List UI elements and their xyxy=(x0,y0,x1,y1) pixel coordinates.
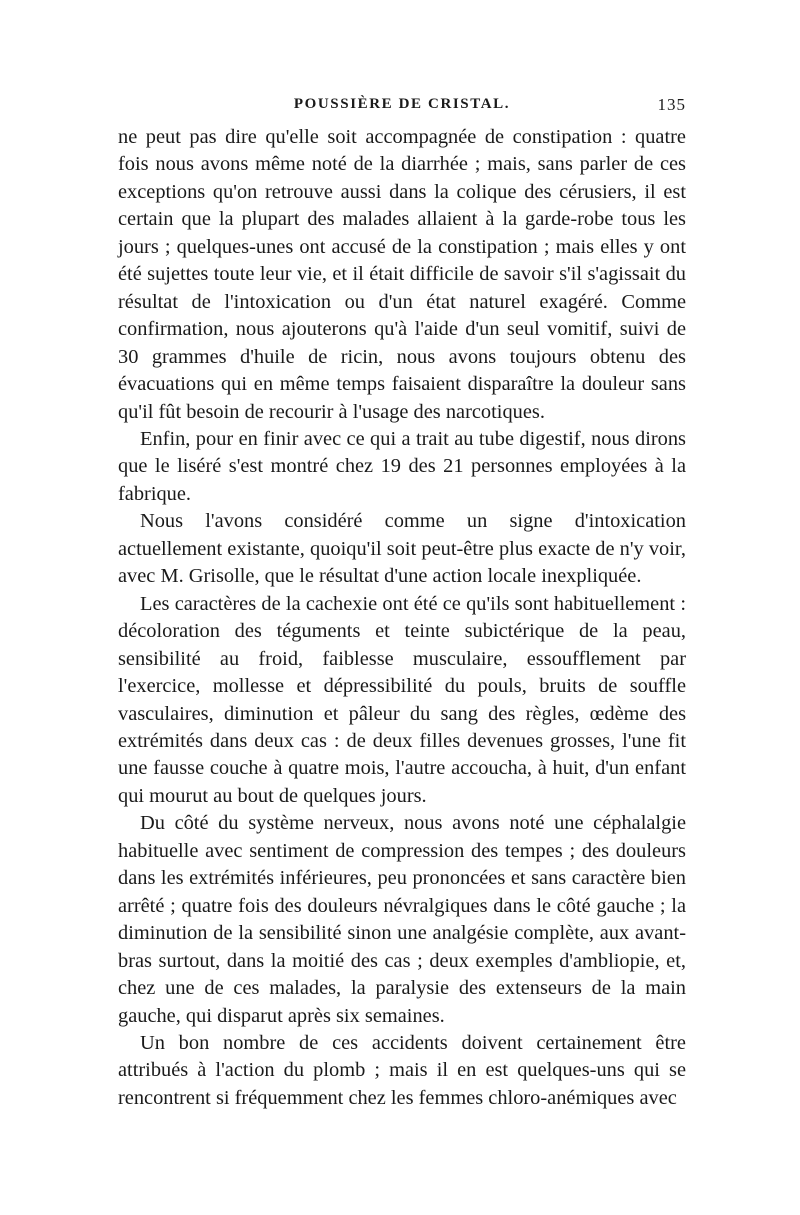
running-head: POUSSIÈRE DE CRISTAL. xyxy=(293,96,511,112)
paragraph-nervous-system: Du côté du système nerveux, nous avons noté une céphalalgie habituelle avec sentiment de compression des tempes ; des douleurs dans les extrémités inférieures, peu prononcées et sans caractère bien arrêté ; quatre fois des douleurs névralgiques dans le côté gauche ; la diminution de la sensibilité sinon une analgésie complète, aux avant-bras surtout, dans la moitié des cas ; deux exemples d'ambliopie, et, chez une de ces malades, la paralysie des extenseurs de la main gauche, qui disparut après six semaines. xyxy=(118,812,686,1027)
paragraph-continuation: ne peut pas dire qu'elle soit accompagnée de constipation : quatre fois nous avons même noté de la diarrhée ; mais, sans parler de ces exceptions qu'on retrouve aussi dans la colique des cérusiers, il est certain que la plupart des malades allaient à la garde-robe tous les jours ; quelques-unes ont accusé de la constipation ; mais elles y ont été sujettes toute leur vie, et il était difficile de savoir s'il s'agissait du résultat de l'intoxication ou d'un état naturel exagéré. Comme confirmation, nous ajouterons qu'à l'aide d'un seul vomitif, suivi de 30 grammes d'huile de ricin, nous avons toujours obtenu des évacuations qui en même temps faisaient disparaître la douleur sans qu'il fût besoin de recourir à l'usage des narcotiques. xyxy=(118,126,686,423)
page-header xyxy=(118,96,686,120)
body-text xyxy=(118,124,686,1112)
paragraph-digestive-tube: Enfin, pour en finir avec ce qui a trait au tube digestif, nous dirons que le liséré s'est montré chez 19 des 21 personnes employées à la fabrique. xyxy=(118,427,686,505)
book-page xyxy=(118,96,686,1112)
paragraph-intoxication-sign: Nous l'avons considéré comme un signe d'intoxication actuellement existante, quoiqu'il soit peut-être plus exacte de n'y voir, avec M. Grisolle, que le résultat d'une action locale inexpliquée. xyxy=(118,510,686,588)
paragraph-cachexia: Les caractères de la cachexie ont été ce qu'ils sont habituellement : décoloration des téguments et teinte subictérique de la peau, sensibilité au froid, faiblesse musculaire, essoufflement par l'exercice, mollesse et dépressibilité du pouls, bruits de souffle vasculaires, diminution et pâleur du sang des règles, œdème des extrémités dans deux cas : de deux filles devenues grosses, l'une fit une fausse couche à quatre mois, l'autre accoucha, à huit, d'un enfant qui mourut au bout de quelques jours. xyxy=(118,592,686,807)
page-number: 135 xyxy=(657,95,686,114)
paragraph-lead-action: Un bon nombre de ces accidents doivent certainement être attribués à l'action du plomb ; mais il en est quelques-uns qui se rencontrent si fréquemment chez les femmes chloro-anémiques avec xyxy=(118,1031,686,1109)
